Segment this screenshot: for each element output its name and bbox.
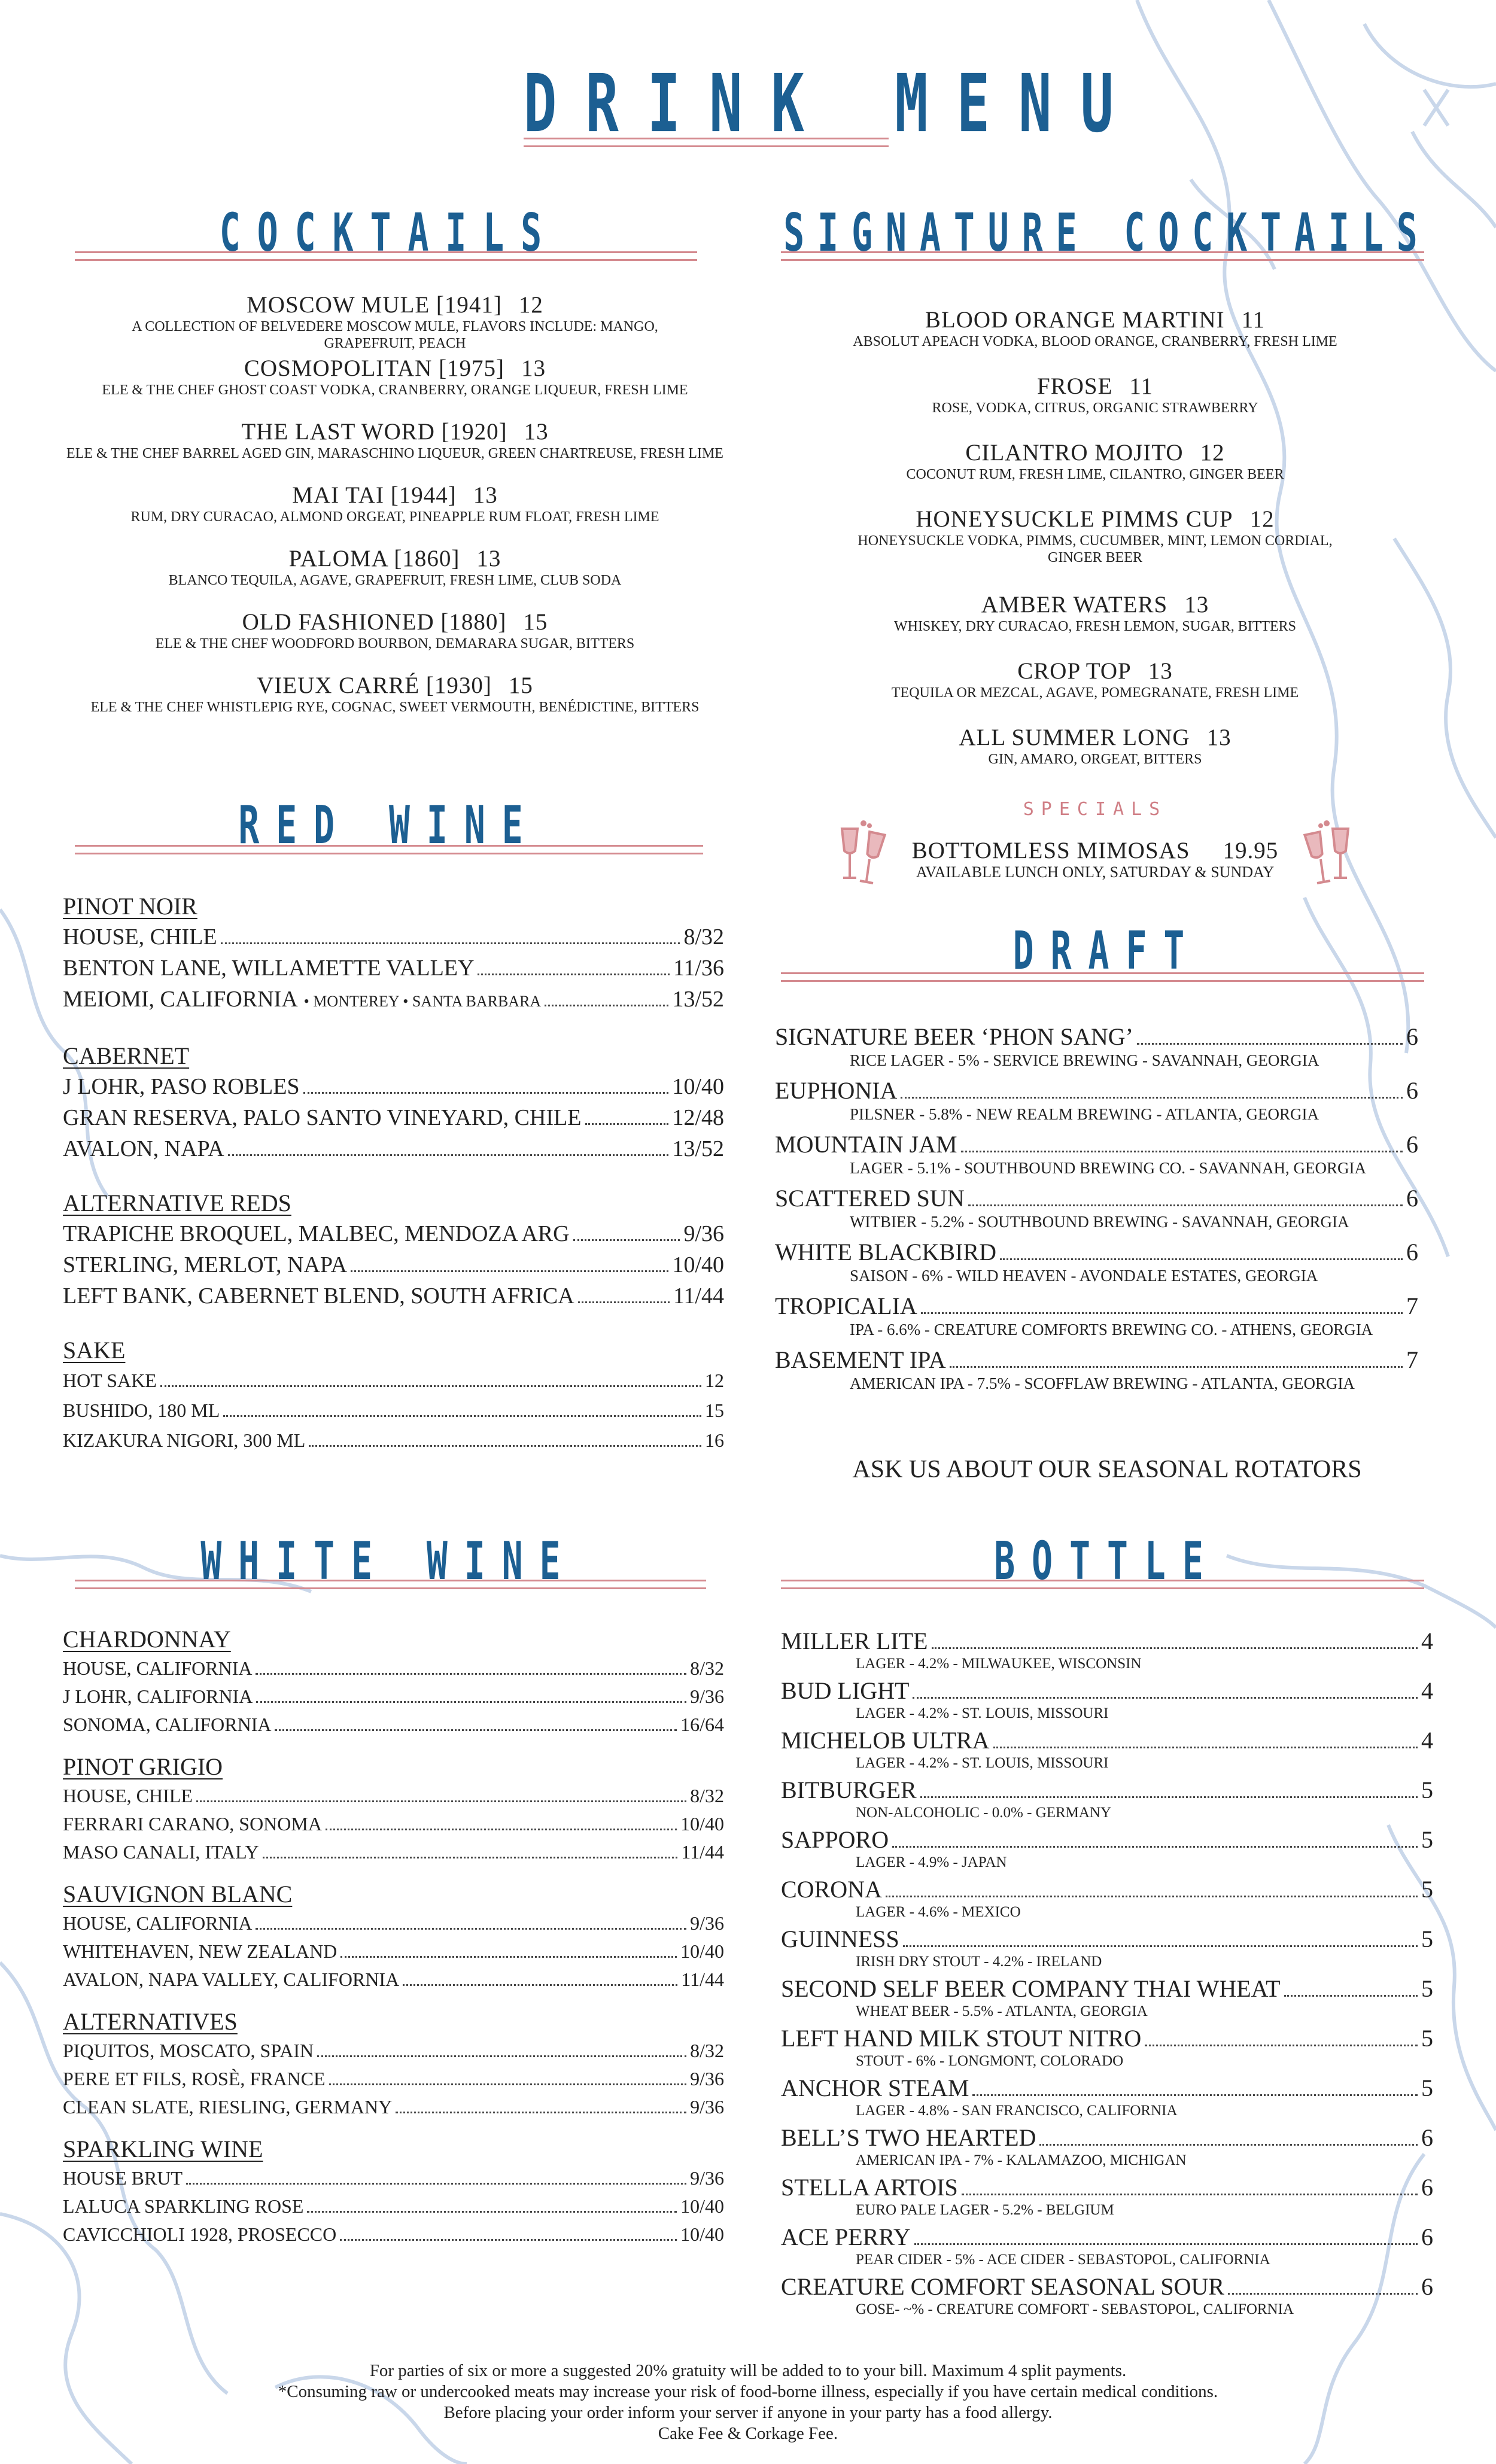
draft-item: MOUNTAIN JAM 6 LAGER - 5.1% - SOUTHBOUND BREWING CO. - SAVANNAH, GEORGIA <box>775 1131 1418 1177</box>
wine-row: SONOMA, CALIFORNIA 16/64 <box>63 1714 724 1735</box>
bottle-item: BUD LIGHT 4 LAGER - 4.2% - ST. LOUIS, MISSOURI <box>781 1677 1433 1721</box>
signature-cocktails-heading: SIGNATURE COCKTAILS <box>783 202 1431 263</box>
champagne-glasses-icon <box>835 820 892 889</box>
draft-heading: DRAFT <box>1012 920 1202 981</box>
wine-row: CLEAN SLATE, RIESLING, GERMANY 9/36 <box>63 2096 724 2118</box>
footer-line: *Consuming raw or undercooked meats may increase your risk of food-borne illness, especially if you have certain medical conditions. <box>278 2382 1218 2401</box>
wine-row: FERRARI CARANO, SONOMA 10/40 <box>63 1813 724 1835</box>
wine-group <box>63 2134 724 2249</box>
cocktails-list <box>66 292 724 736</box>
signature-item: BLOOD ORANGE MARTINI 11 ABSOLUT APEACH VODKA, BLOOD ORANGE, CRANBERRY, FRESH LIME <box>853 307 1337 349</box>
draft-item: EUPHONIA 6 PILSNER - 5.8% - NEW REALM BREWING - ATLANTA, GEORGIA <box>775 1077 1418 1123</box>
draft-item: SIGNATURE BEER ‘PHON SANG’ 6 RICE LAGER - 5% - SERVICE BREWING - SAVANNAH, GEORGIA <box>775 1023 1418 1069</box>
wine-group-title: ALTERNATIVE REDS <box>63 1190 291 1216</box>
draft-item: TROPICALIA 7 IPA - 6.6% - CREATURE COMFORTS BREWING CO. - ATHENS, GEORGIA <box>775 1292 1418 1339</box>
wine-row: HOUSE, CALIFORNIA 8/32 <box>63 1657 724 1679</box>
wine-row: LEFT BANK, CABERNET BLEND, SOUTH AFRICA 11/44 <box>63 1283 724 1309</box>
bottle-item: GUINNESS 5 IRISH DRY STOUT - 4.2% - IRELAND <box>781 1925 1433 1970</box>
wine-row: GRAN RESERVA, PALO SANTO VINEYARD, CHILE 12/48 <box>63 1105 724 1130</box>
bottle-item: CREATURE COMFORT SEASONAL SOUR 6 GOSE- ~% - CREATURE COMFORT - SEBASTOPOL, CALIFORNIA <box>781 2273 1433 2317</box>
red-wine-list <box>63 892 724 1455</box>
bottle-item: MICHELOB ULTRA 4 LAGER - 4.2% - ST. LOUIS, MISSOURI <box>781 1727 1433 1771</box>
wine-row: CAVICCHIOLI 1928, PROSECCO 10/40 <box>63 2223 724 2245</box>
signature-item: FROSE 11 ROSE, VODKA, CITRUS, ORGANIC STRAWBERRY <box>932 373 1258 416</box>
wine-row: LALUCA SPARKLING ROSE 10/40 <box>63 2195 724 2217</box>
bottle-list <box>781 1628 1433 2323</box>
draft-list <box>775 1023 1418 1400</box>
footer-notes <box>60 2360 1436 2444</box>
bottle-item: MILLER LITE 4 LAGER - 4.2% - MILWAUKEE, WISCONSIN <box>781 1628 1433 1672</box>
wine-row: MASO CANALI, ITALY 11/44 <box>63 1841 724 1863</box>
wine-group-title: PINOT GRIGIO <box>63 1753 223 1780</box>
signature-cocktails-list <box>772 307 1418 791</box>
wine-group-title: SAUVIGNON BLANC <box>63 1881 293 1908</box>
wine-row: HOUSE, CALIFORNIA 9/36 <box>63 1912 724 1934</box>
white-wine-heading: WHITE WINE <box>200 1531 577 1592</box>
wine-row: J LOHR, CALIFORNIA 9/36 <box>63 1686 724 1707</box>
bottle-item: SECOND SELF BEER COMPANY THAI WHEAT 5 WHEAT BEER - 5.5% - ATLANTA, GEORGIA <box>781 1975 1433 2019</box>
cocktail-item: THE LAST WORD [1920] 13 ELE & THE CHEF BARREL AGED GIN, MARASCHINO LIQUEUR, GREEN CHARTREUSE, FRESH LIME <box>66 419 723 461</box>
white-wine-list <box>63 1625 724 2249</box>
wine-group <box>63 892 724 1017</box>
wine-row: BUSHIDO, 180 ML 15 <box>63 1400 724 1421</box>
specials-item: BOTTOMLESS MIMOSAS 19.95 AVAILABLE LUNCH ONLY, SATURDAY & SUNDAY <box>911 838 1279 881</box>
white-wine-rule <box>75 1580 706 1589</box>
wine-row: HOUSE, CHILE 8/32 <box>63 1785 724 1806</box>
red-wine-rule <box>75 845 703 854</box>
page-title: DRINK MENU <box>524 57 1142 151</box>
bottle-item: SAPPORO 5 LAGER - 4.9% - JAPAN <box>781 1826 1433 1870</box>
bottle-item: LEFT HAND MILK STOUT NITRO 5 STOUT - 6% - LONGMONT, COLORADO <box>781 2025 1433 2069</box>
signature-item: CILANTRO MOJITO 12 COCONUT RUM, FRESH LIME, CILANTRO, GINGER BEER <box>906 440 1284 482</box>
wine-row: HOUSE BRUT 9/36 <box>63 2167 724 2189</box>
bottle-item: STELLA ARTOIS 6 EURO PALE LAGER - 5.2% - BELGIUM <box>781 2174 1433 2218</box>
signature-item: AMBER WATERS 13 WHISKEY, DRY CURACAO, FRESH LEMON, SUGAR, BITTERS <box>893 592 1297 634</box>
bottle-item: CORONA 5 LAGER - 4.6% - MEXICO <box>781 1876 1433 1920</box>
draft-item: WHITE BLACKBIRD 6 SAISON - 6% - WILD HEAVEN - AVONDALE ESTATES, GEORGIA <box>775 1239 1418 1285</box>
wine-row: J LOHR, PASO ROBLES 10/40 <box>63 1074 724 1099</box>
bottle-item: BELL’S TWO HEARTED 6 AMERICAN IPA - 7% - KALAMAZOO, MICHIGAN <box>781 2124 1433 2168</box>
signature-item: CROP TOP 13 TEQUILA OR MEZCAL, AGAVE, POMEGRANATE, FRESH LIME <box>891 658 1299 701</box>
wine-row: AVALON, NAPA VALLEY, CALIFORNIA 11/44 <box>63 1969 724 1990</box>
wine-row: KIZAKURA NIGORI, 300 ML 16 <box>63 1429 724 1451</box>
wine-row: TRAPICHE BROQUEL, MALBEC, MENDOZA ARG 9/36 <box>63 1221 724 1246</box>
signature-item: HONEYSUCKLE PIMMS CUP 12 HONEYSUCKLE VODKA, PIMMS, CUCUMBER, MINT, LEMON CORDIAL, GINGER BEER <box>858 506 1333 565</box>
draft-item: SCATTERED SUN 6 WITBIER - 5.2% - SOUTHBOUND BREWING - SAVANNAH, GEORGIA <box>775 1185 1418 1231</box>
signature-rule <box>781 251 1424 261</box>
cocktail-item: OLD FASHIONED [1880] 15 ELE & THE CHEF WOODFORD BOURBON, DEMARARA SUGAR, BITTERS <box>155 609 635 652</box>
cocktail-item: COSMOPOLITAN [1975] 13 ELE & THE CHEF GHOST COAST VODKA, CRANBERRY, ORANGE LIQUEUR, FRESH LIME <box>102 355 688 398</box>
wine-row: MEIOMI, CALIFORNIA • MONTEREY • SANTA BARBARA 13/52 <box>63 987 724 1012</box>
wine-group <box>63 1625 724 1739</box>
wine-row: HOT SAKE 12 <box>63 1370 724 1391</box>
cocktail-item: MAI TAI [1944] 13 RUM, DRY CURACAO, ALMOND ORGEAT, PINEAPPLE RUM FLOAT, FRESH LIME <box>130 482 659 525</box>
wine-group-title: PINOT NOIR <box>63 893 197 920</box>
footer-line: Cake Fee & Corkage Fee. <box>658 2424 838 2443</box>
cocktails-heading: COCKTAILS <box>219 202 559 263</box>
signature-item: ALL SUMMER LONG 13 GIN, AMARO, ORGEAT, BITTERS <box>959 725 1232 767</box>
wine-group <box>63 2007 724 2121</box>
seasonal-rotators-note: ASK US ABOUT OUR SEASONAL ROTATORS <box>852 1456 1362 1483</box>
wine-group <box>63 1188 724 1312</box>
cocktails-rule <box>75 251 697 261</box>
wine-row: HOUSE, CHILE 8/32 <box>63 924 724 950</box>
cocktail-item: MOSCOW MULE [1941] 12 A COLLECTION OF BELVEDERE MOSCOW MULE, FLAVORS INCLUDE: MANGO, GRAPEFRUIT, PEACH <box>132 292 658 351</box>
wine-row: PIQUITOS, MOSCATO, SPAIN 8/32 <box>63 2040 724 2061</box>
wine-group-title: SAKE <box>63 1337 126 1364</box>
wine-row: WHITEHAVEN, NEW ZEALAND 10/40 <box>63 1940 724 1962</box>
wine-group <box>63 1336 724 1455</box>
wine-row: STERLING, MERLOT, NAPA 10/40 <box>63 1252 724 1277</box>
specials-heading: SPECIALS <box>1023 799 1167 820</box>
cocktail-item: VIEUX CARRÉ [1930] 15 ELE & THE CHEF WHISTLEPIG RYE, COGNAC, SWEET VERMOUTH, BENÉDICTINE, BITTERS <box>90 673 700 715</box>
draft-rule <box>781 972 1424 982</box>
title-rule <box>524 138 889 147</box>
wine-row: AVALON, NAPA 13/52 <box>63 1136 724 1161</box>
wine-group <box>63 1752 724 1866</box>
wine-row: BENTON LANE, WILLAMETTE VALLEY 11/36 <box>63 956 724 981</box>
bottle-rule <box>781 1580 1424 1589</box>
wine-group-title: ALTERNATIVES <box>63 2008 238 2035</box>
champagne-glasses-icon <box>1299 820 1355 889</box>
footer-line: For parties of six or more a suggested 20% gratuity will be added to to your bill. Maximum 4 split payments. <box>369 2361 1127 2380</box>
red-wine-heading: RED WINE <box>238 795 540 856</box>
cocktail-item: PALOMA [1860] 13 BLANCO TEQUILA, AGAVE, GRAPEFRUIT, FRESH LIME, CLUB SODA <box>168 546 622 588</box>
bottle-item: ANCHOR STEAM 5 LAGER - 4.8% - SAN FRANCISCO, CALIFORNIA <box>781 2074 1433 2119</box>
wine-group-title: CHARDONNAY <box>63 1626 231 1653</box>
wine-group-title: SPARKLING WINE <box>63 2136 263 2162</box>
bottle-item: BITBURGER 5 NON-ALCOHOLIC - 0.0% - GERMANY <box>781 1776 1433 1821</box>
wine-group-title: CABERNET <box>63 1042 190 1069</box>
wine-row: PERE ET FILS, ROSÈ, FRANCE 9/36 <box>63 2068 724 2089</box>
bottle-heading: BOTTLE <box>994 1531 1220 1592</box>
footer-line: Before placing your order inform your server if anyone in your party has a food allergy. <box>443 2403 1053 2422</box>
draft-item: BASEMENT IPA 7 AMERICAN IPA - 7.5% - SCOFFLAW BREWING - ATLANTA, GEORGIA <box>775 1346 1418 1392</box>
wine-group <box>63 1879 724 1994</box>
wine-group <box>63 1041 724 1164</box>
bottle-item: ACE PERRY 6 PEAR CIDER - 5% - ACE CIDER - SEBASTOPOL, CALIFORNIA <box>781 2223 1433 2268</box>
